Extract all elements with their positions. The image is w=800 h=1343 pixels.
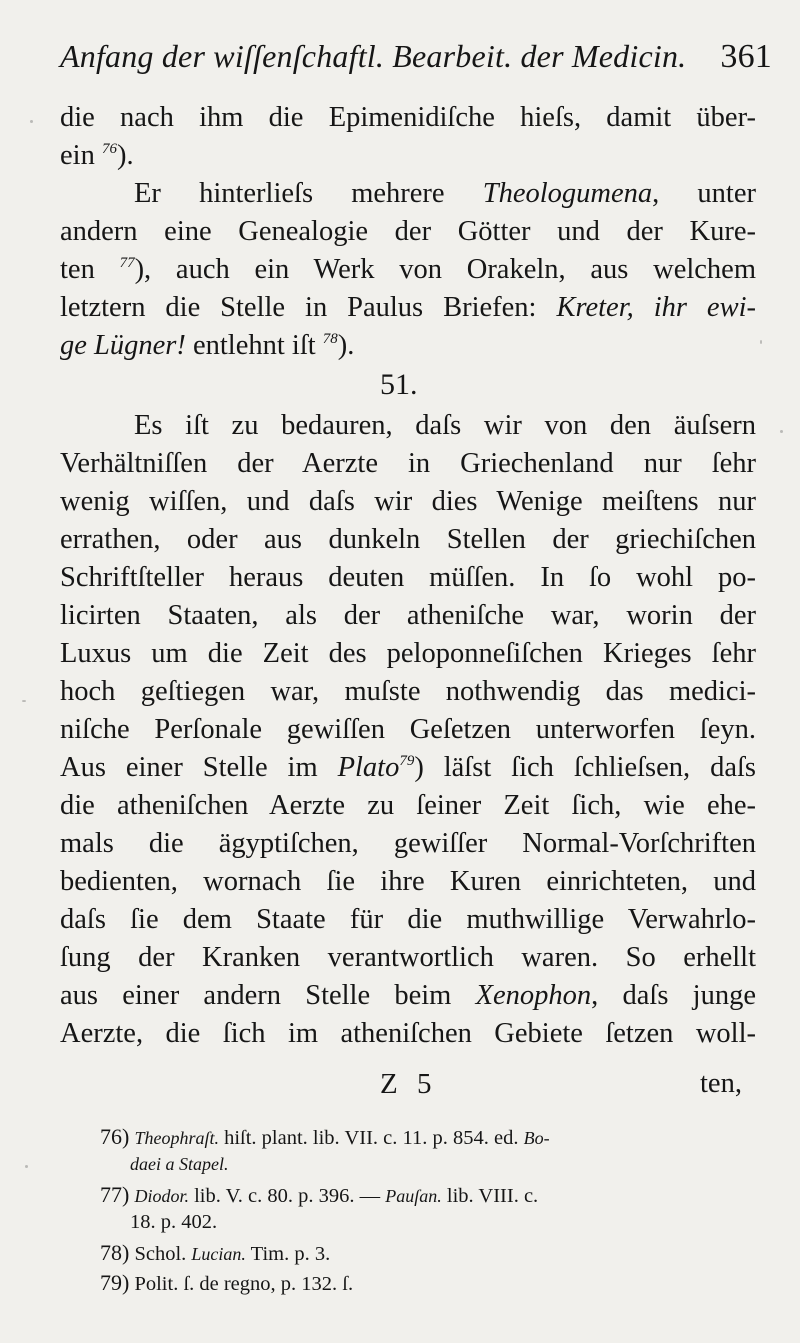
text-line: ge Lügner! entlehnt iſt $^{78}$).: [60, 330, 355, 361]
footnote-ref: 79: [399, 753, 415, 769]
text-line: Er hinterlieſs mehrere Theologumena, unter: [134, 178, 756, 209]
paper-speck: [780, 430, 783, 433]
text-line: Verhältniſſen der Aerzte in Griechenland nur ſehr: [60, 448, 756, 479]
section-number: 51.: [380, 368, 418, 401]
page-number: 361: [720, 38, 772, 75]
catchword: ten,: [700, 1068, 742, 1099]
text-line: hoch geſtiegen war, muſste nothwendig das medici-: [60, 676, 756, 707]
text-line: daſs ſie dem Staate für die muthwillige Verwahrlo-: [60, 904, 756, 935]
paper-speck: [25, 1165, 28, 1168]
footnote-78: 78) Schol. Lucian. Tim. p. 3.: [100, 1240, 331, 1265]
footnote-ref: 77: [119, 255, 135, 271]
footnote-ref: 76: [101, 141, 117, 157]
paper-speck: [22, 700, 26, 702]
text-line: mals die ägyptiſchen, gewiſſer Normal-Vorſchriften: [60, 828, 756, 859]
running-title: Anfang der wiſſenſchaftl. Bearbeit. der Medicin.: [60, 38, 687, 74]
running-header: [60, 38, 772, 75]
text-line: wenig wiſſen, und daſs wir dies Wenige meiſtens nur: [60, 486, 756, 517]
text-line: Aerzte, die ſich im atheniſchen Gebiete ſetzen woll-: [60, 1018, 756, 1049]
text-line: Schriftſteller heraus deuten müſſen. In ſo wohl po-: [60, 562, 756, 593]
paper-speck: [30, 120, 33, 123]
footnote-77-cont: 18. p. 402.: [130, 1211, 218, 1233]
text-line: ein $^{76}$).: [60, 140, 134, 171]
text-line: Aus einer Stelle im Plato$^{79}$) läſst ſich ſchlieſsen, daſs: [60, 752, 756, 783]
text-line: errathen, oder aus dunkeln Stellen der griechiſchen: [60, 524, 756, 555]
text-line: Luxus um die Zeit des peloponneſiſchen Krieges ſehr: [60, 638, 756, 669]
text-line: Es iſt zu bedauren, daſs wir von den äuſsern: [134, 410, 756, 441]
paper-speck: [760, 340, 762, 344]
footnote-79: 79) Polit. ſ. de regno, p. 132. ſ.: [100, 1270, 354, 1295]
footnote-76-cont: daei a Stapel.: [130, 1154, 229, 1174]
footnote-76: 76) Theophraſt. hiſt. plant. lib. VII. c. 11. p. 854. ed. Bo-: [100, 1124, 550, 1149]
text-line: ſung der Kranken verantwortlich waren. So erhellt: [60, 942, 756, 973]
text-line: aus einer andern Stelle beim Xenophon, daſs junge: [60, 980, 756, 1011]
text-line: niſche Perſonale gewiſſen Geſetzen unterworfen ſeyn.: [60, 714, 756, 745]
text-line: letztern die Stelle in Paulus Briefen: Kreter, ihr ewi-: [60, 292, 756, 323]
footnote-77: 77) Diodor. lib. V. c. 80. p. 396. — Pauſan. lib. VIII. c.: [100, 1182, 539, 1207]
signature-mark: Z 5: [380, 1068, 438, 1100]
text-line: licirten Staaten, als der atheniſche war, worin der: [60, 600, 756, 631]
text-line: die nach ihm die Epimenidiſche hieſs, damit über-: [60, 102, 756, 133]
footnote-ref: 78: [322, 331, 338, 347]
text-line: andern eine Genealogie der Götter und der Kure-: [60, 216, 756, 247]
text-line: die atheniſchen Aerzte zu ſeiner Zeit ſich, wie ehe-: [60, 790, 756, 821]
text-line: bedienten, wornach ſie ihre Kuren einrichteten, und: [60, 866, 756, 897]
text-line: ten $^{77}$), auch ein Werk von Orakeln, aus welchem: [60, 254, 756, 285]
